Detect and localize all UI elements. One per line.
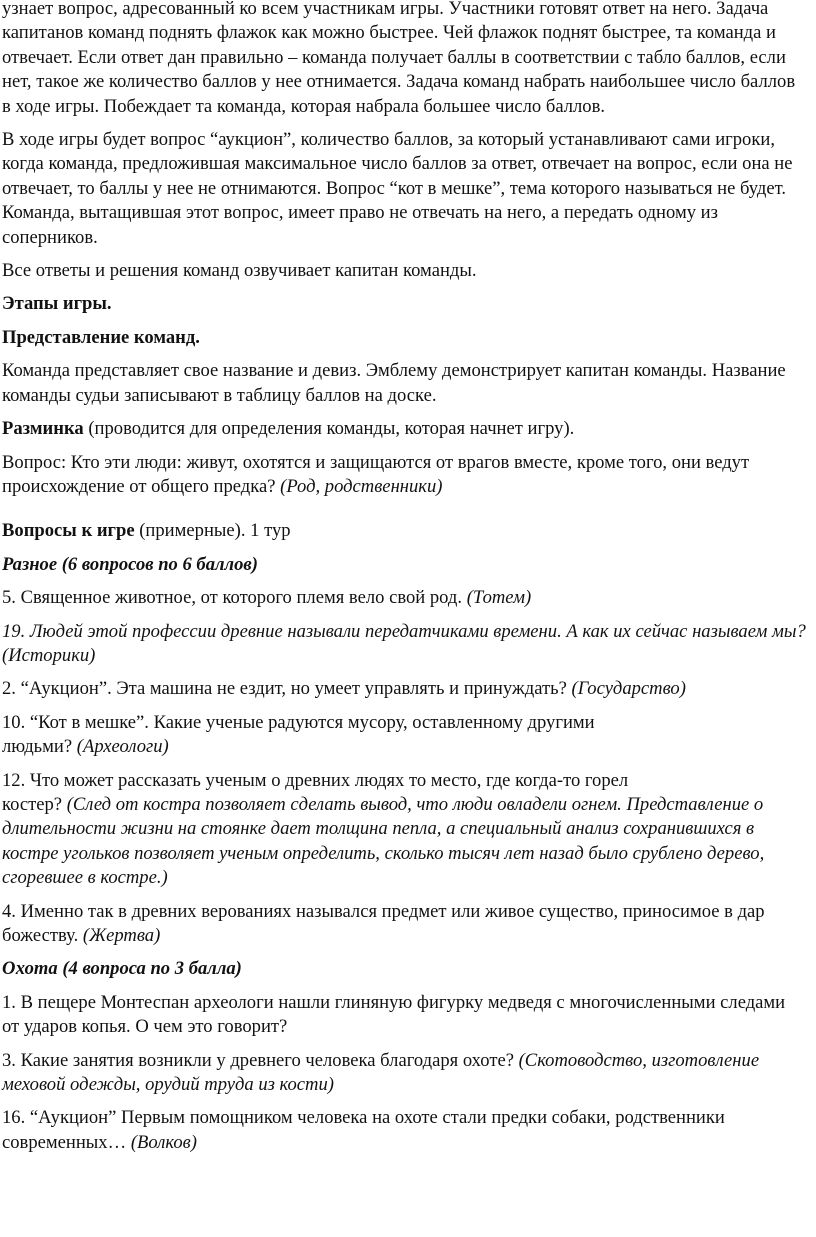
question-5: 5. Священное животное, от которого племя вело свой род. (Тотем) <box>2 587 532 609</box>
warmup-line: Разминка (проводится для определения команды, которая начнет игру). <box>2 418 575 440</box>
paragraph-team-intro: Команда представляет свое название и девиз. Эмблему демонстрирует капитан команды. Название команды судьи записывают в таблицу баллов на доске. <box>2 360 786 406</box>
hunt-answer-3: (Скотоводство, изготовление меховой одежды, орудий труда из кости) <box>2 1049 760 1096</box>
warmup-title: Разминка <box>2 418 84 440</box>
heading-stages: Этапы игры. <box>2 293 112 315</box>
answer-5: (Тотем) <box>466 587 532 609</box>
question-4: 4. Именно так в древних верованиях назывался предмет или живое существо, приносимое в дар божеству. (Жертва) <box>2 900 765 946</box>
answer-4: (Жертва) <box>82 925 161 946</box>
warmup-question: Вопрос: Кто эти люди: живут, охотятся и защищаются от врагов вместе, кроме того, они ведут происхождение от общего предка? (Род, родственники) <box>2 451 750 497</box>
hunt-question-3: 3. Какие занятия возникли у древнего человека благодаря охоте? (Скотоводство, изготовление меховой одежды, орудий труда из кости) <box>2 1049 760 1096</box>
question-19: 19. Людей этой профессии древние называли передатчиками времени. А как их сейчас называем мы? (Историки) <box>2 620 806 666</box>
section-hunt-title: Охота (4 вопроса по 3 балла) <box>2 958 242 980</box>
answer-12: (След от костра позволяет сделать вывод, что люди овладели огнем. Представление о длительности жизни на стоянке дает толщина пепла, а специальный анализ сохранившихся в костре угольков позволяет ученым определить, сколько тысяч лет назад было срублено дерево, сгоревшее в костре.) <box>2 793 765 889</box>
paragraph-captain: Все ответы и решения команд озвучивает капитан команды. <box>2 260 477 282</box>
section-misc-title: Разное (6 вопросов по 6 баллов) <box>2 553 258 575</box>
paragraph-rules: узнает вопрос, адресованный ко всем участникам игры. Участники готовят ответ на него. Задача капитанов команд поднять флажок как можно быстрее. Чей флажок поднят быстрее, та команда и отвечает. Если ответ дан правильно – команда получает баллы в соответствии с табло баллов, если нет, такое же количество баллов у нее отнимается. Задача команд набрать наибольшее число баллов в ходе игры. Побеждает та команда, которая набрала большее число баллов. <box>2 0 796 117</box>
warmup-answer: (Род, родственники) <box>280 475 443 497</box>
answer-2: (Государство) <box>571 678 686 700</box>
hunt-question-1: 1. В пещере Монтеспан археологи нашли глиняную фигурку медведя с многочисленными следами от ударов копья. О чем это говорит? <box>2 991 786 1038</box>
question-10: 10. “Кот в мешке”. Какие ученые радуются мусору, оставленному другими людьми? (Археологи) <box>2 711 595 758</box>
heading-team-intro: Представление команд. <box>2 326 200 348</box>
hunt-question-16: 16. “Аукцион” Первым помощником человека на охоте стали предки собаки, родственники современных… (Волков) <box>2 1107 725 1153</box>
answer-10: (Археологи) <box>76 736 169 758</box>
questions-heading: Вопросы к игре (примерные). 1 тур <box>2 520 291 542</box>
question-2: 2. “Аукцион”. Эта машина не ездит, но умеет управлять и принуждать? (Государство) <box>2 678 686 700</box>
question-12: 12. Что может рассказать ученым о древних людях то место, где когда-то горел костер? (След от костра позволяет сделать вывод, что люди овладели огнем. Представление о длительности жизни на стоянке дает толщина пепла, а специальный анализ сохранившихся в костре угольков позволяет ученым определить, сколько тысяч лет назад было срублено дерево, сгоревшее в костре.) <box>2 769 765 889</box>
paragraph-auction-rules: В ходе игры будет вопрос “аукцион”, количество баллов, за который устанавливают сами игроки, когда команда, предложившая максимальное число баллов за ответ, отвечает на вопрос, если она не отвечает, то баллы у нее не отнимаются. Вопрос “кот в мешке”, тема которого называться не будет. Команда, вытащившая этот вопрос, имеет право не отвечать на него, а передать одному из соперников. <box>2 129 793 248</box>
hunt-answer-16: (Волков) <box>130 1131 197 1153</box>
